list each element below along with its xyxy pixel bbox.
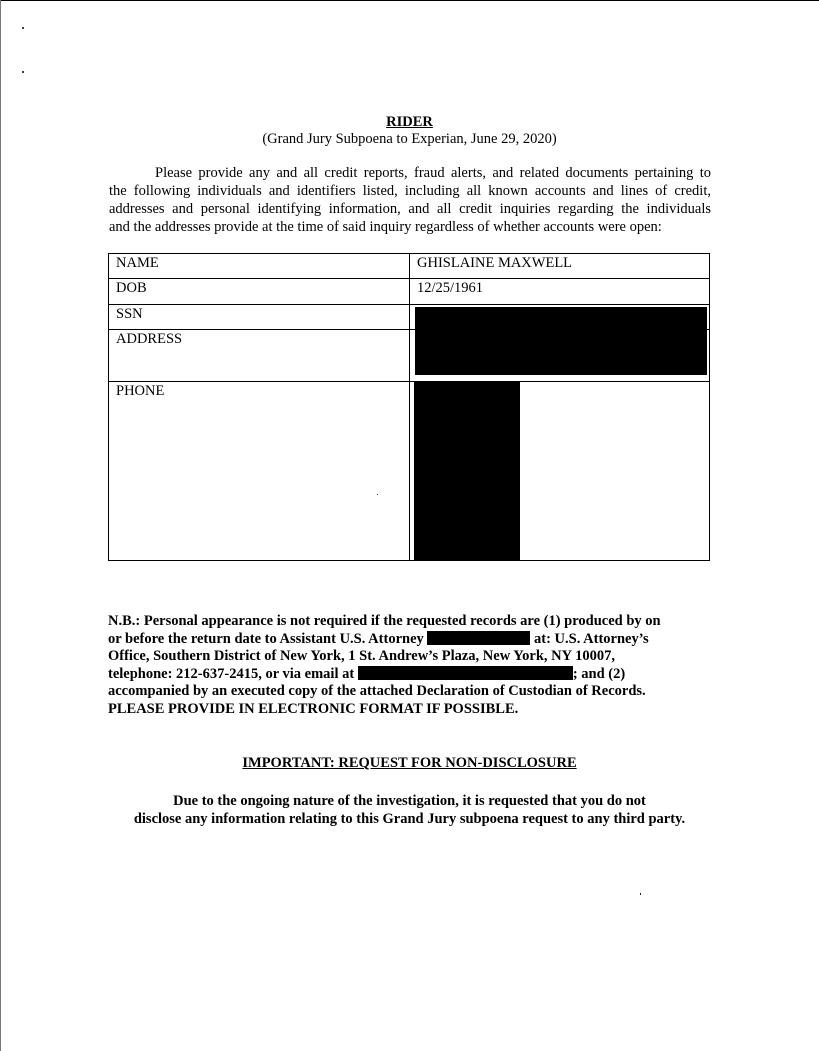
table-row (109, 254, 710, 279)
nb-line-text: ; and (2) (572, 665, 626, 682)
nb-line-text: at: U.S. Attorney’s (534, 630, 649, 647)
rider-subtitle: (Grand Jury Subpoena to Experian, June 29, 2020) (262, 131, 557, 147)
table-row (109, 305, 710, 330)
nb-line: Office, Southern District of New York, 1 St. Andrew’s Plaza, New York, NY 10007, (108, 648, 616, 664)
nb-line-text: or before the return date to Assistant U.S. Attorney (108, 630, 424, 647)
row-value-dob: 12/25/1961 (410, 279, 710, 305)
row-value-address (410, 330, 710, 382)
nondisclosure-line: Due to the ongoing nature of the investigation, it is requested that you do not (173, 793, 646, 809)
intro-paragraph (109, 164, 711, 236)
nondisclosure-heading: IMPORTANT: REQUEST FOR NON-DISCLOSURE (242, 755, 577, 771)
row-label-address: ADDRESS (109, 330, 410, 382)
nb-line: accompanied by an executed copy of the attached Declaration of Custodian of Records. (108, 683, 646, 699)
row-label-ssn: SSN (109, 305, 410, 330)
row-label-name: NAME (109, 254, 410, 279)
intro-line: addresses and personal identifying information, and all credit inquiries regarding the individuals (109, 201, 711, 217)
table-row (109, 279, 710, 305)
nb-paragraph (108, 613, 708, 718)
nondisclosure-line: disclose any information relating to this Grand Jury subpoena request to any third party. (133, 811, 686, 827)
scan-speck (640, 893, 641, 895)
redaction-block (414, 382, 520, 561)
nondisclosure-paragraph (100, 792, 719, 828)
row-label-dob: DOB (109, 279, 410, 305)
scan-speck (22, 71, 24, 73)
row-value-ssn (410, 305, 710, 330)
scan-speck (22, 27, 24, 29)
page-top-edge (0, 0, 819, 1)
table-row (109, 330, 710, 382)
row-label-phone: PHONE (109, 382, 410, 561)
nb-line: N.B.: Personal appearance is not required if the requested records are (1) produced by on (108, 613, 661, 629)
rider-title: RIDER (386, 114, 433, 130)
row-value-phone (410, 382, 710, 561)
intro-line: the following individuals and identifiers listed, including all known accounts and lines of credit, (109, 183, 711, 199)
redaction-block (358, 666, 573, 680)
nb-line (108, 666, 708, 684)
intro-line: and the addresses provide at the time of said inquiry regardless of whether accounts were open: (109, 219, 662, 235)
nb-line-text: telephone: 212-637-2415, or via email at (108, 665, 355, 682)
table-row (109, 382, 710, 561)
identifiers-table (108, 253, 710, 561)
page-left-edge (0, 0, 1, 1051)
redaction-block (427, 631, 530, 645)
redaction-block (415, 328, 707, 375)
nb-line (108, 631, 708, 649)
intro-line: Please provide any and all credit reports, fraud alerts, and related documents pertaining to (155, 165, 711, 181)
row-value-name: GHISLAINE MAXWELL (410, 254, 710, 279)
nb-line: PLEASE PROVIDE IN ELECTRONIC FORMAT IF POSSIBLE. (108, 700, 519, 717)
